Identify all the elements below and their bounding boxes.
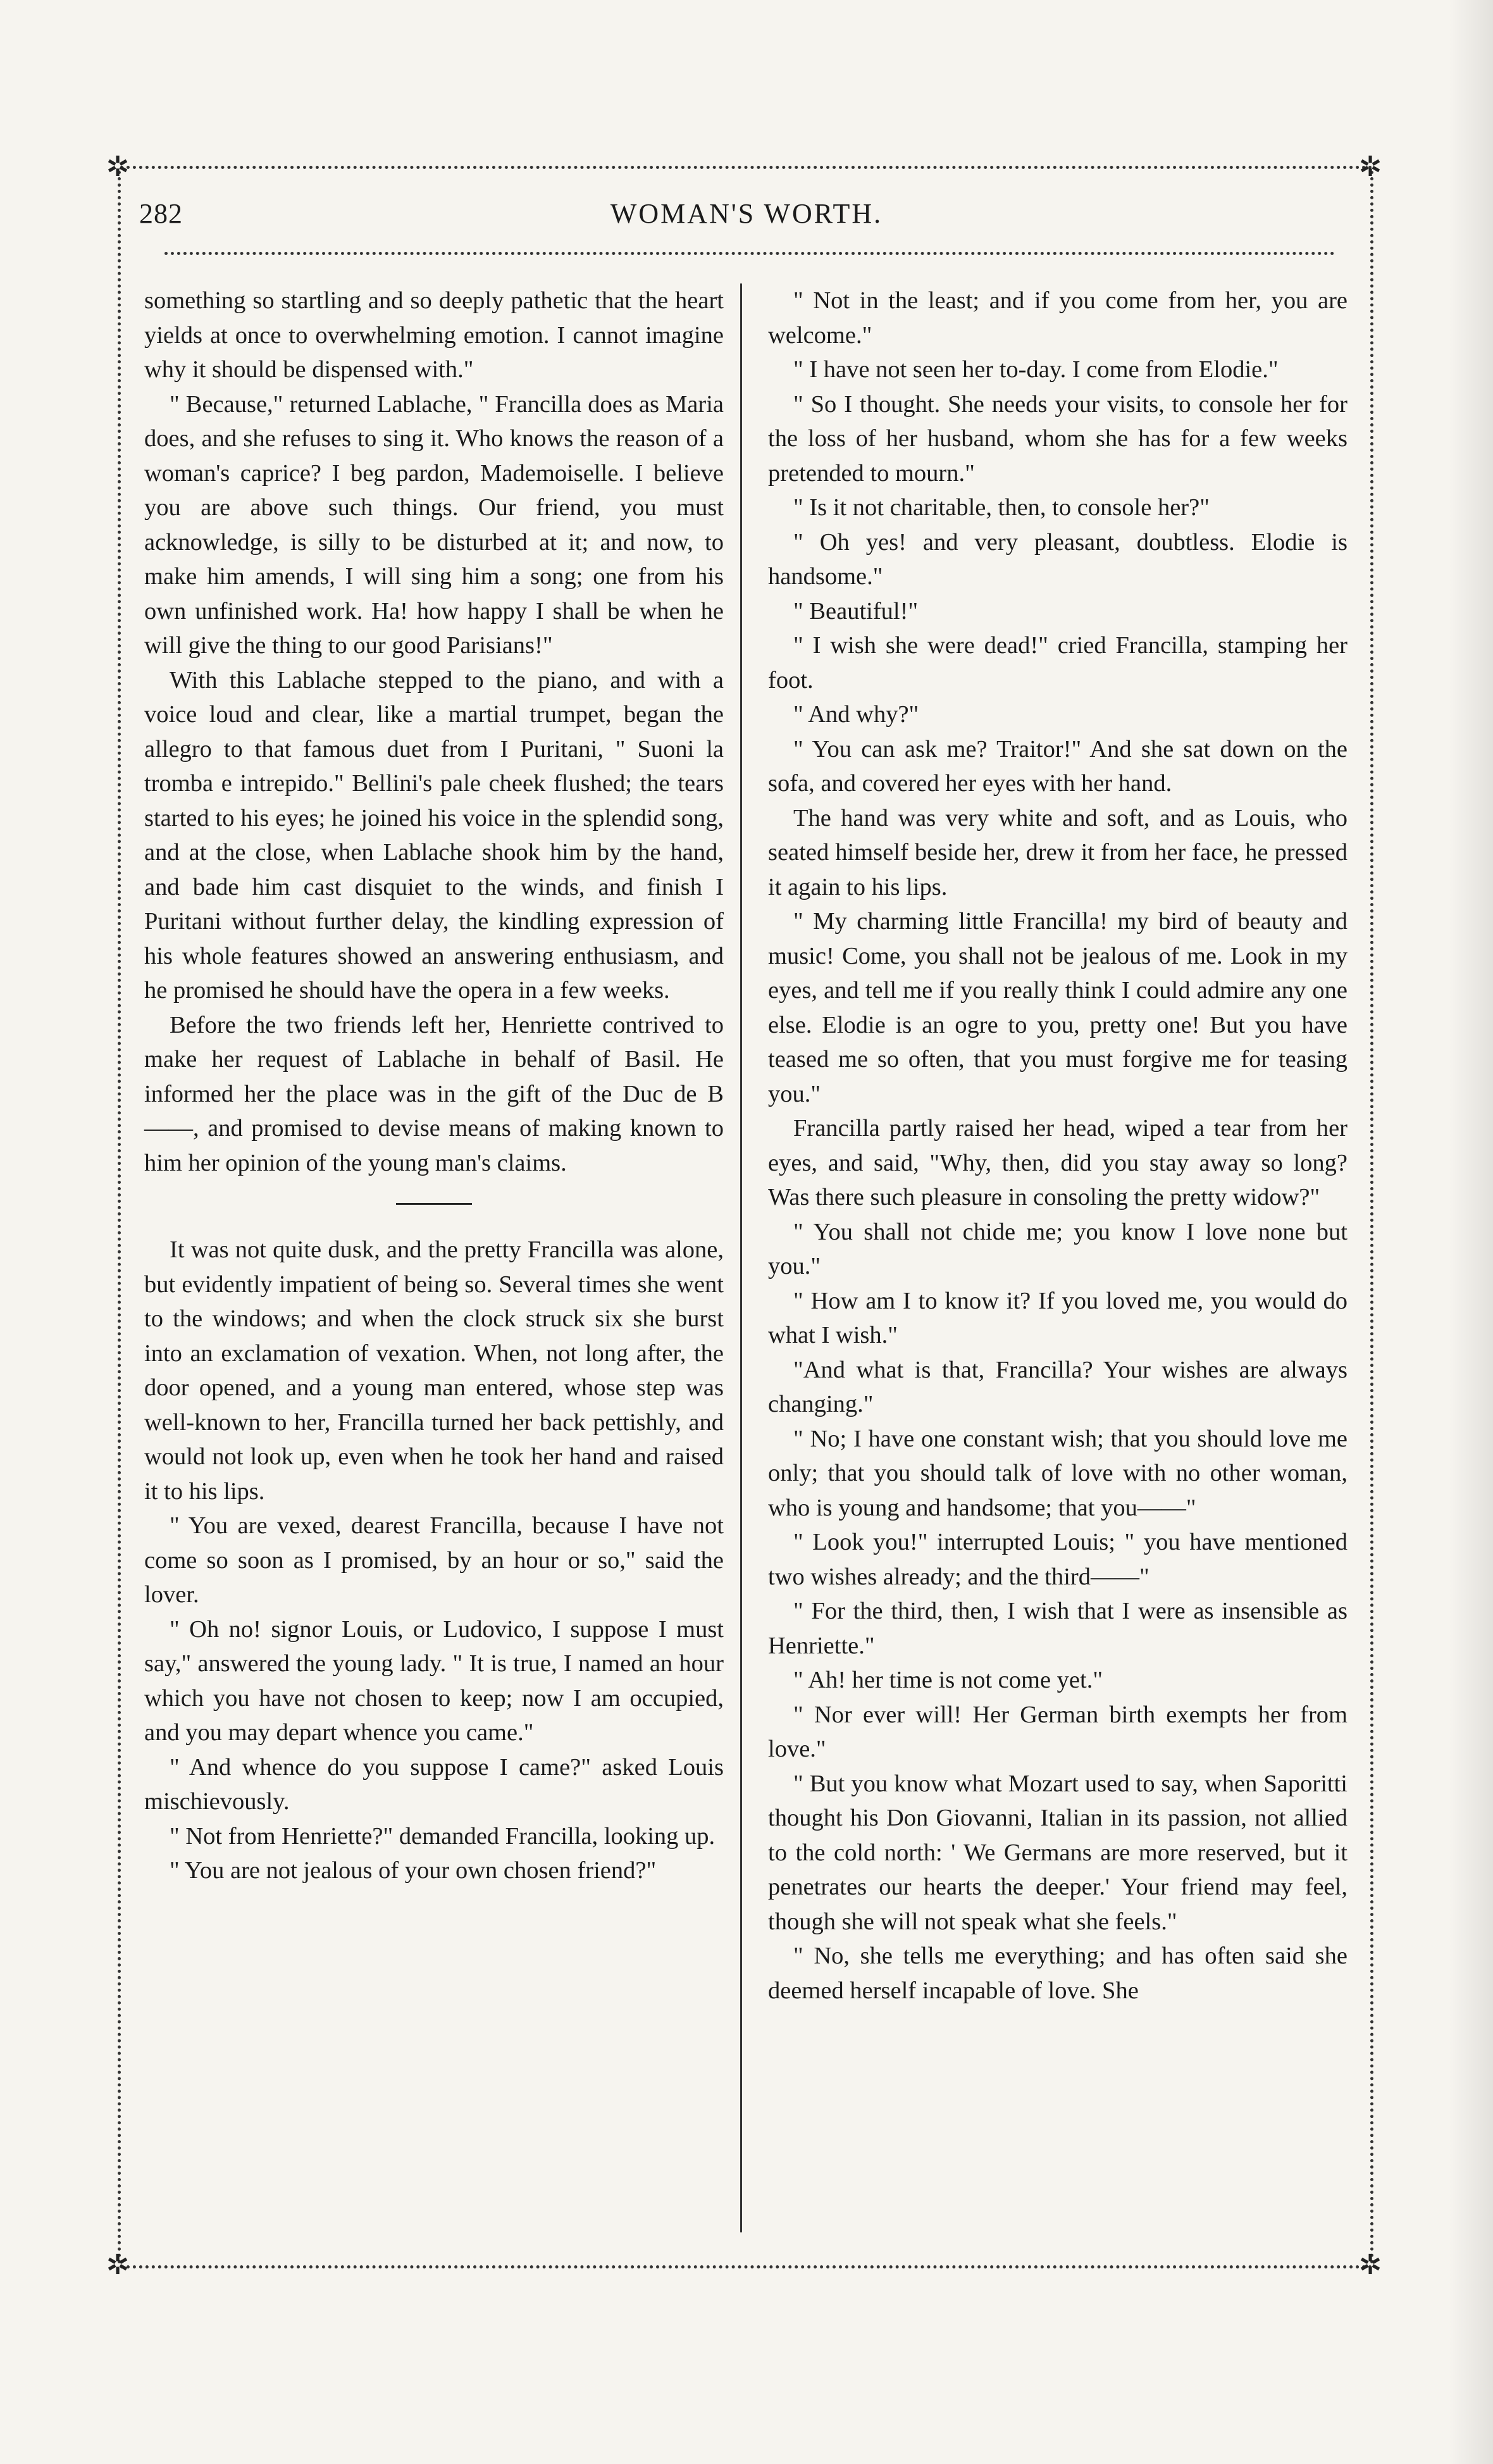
paragraph: Francilla partly raised her head, wiped a tear from her eyes, and said, "Why, then, did you stay away so long? Was there such pleasure in consoling the pretty widow?" — [768, 1115, 1347, 1210]
frame-bottom-border — [120, 2265, 1373, 2268]
left-text-column — [144, 283, 724, 1888]
paragraph: " And why?" — [793, 701, 919, 728]
paragraph: " My charming little Francilla! my bird of beauty and music! Come, you shall not be jealous of me. Look in my eyes, and tell me if you really think I could admire any one else. Elodie is an ogre to you, pretty one! But you have teased me so often, that you must forgive me for teasing you." — [768, 908, 1347, 1107]
paragraph: " Oh yes! and very pleasant, doubtless. Elodie is handsome." — [768, 528, 1347, 590]
paragraph: " I wish she were dead!" cried Francilla, stamping her foot. — [768, 632, 1347, 694]
paragraph: " For the third, then, I wish that I were as insensible as Henriette." — [768, 1598, 1347, 1659]
page-edge-shadow — [1449, 0, 1493, 2464]
paragraph: Before the two friends left her, Henriette contrived to make her request of Lablache in behalf of Basil. He informed her the place was in the gift of the Duc de B——, and promised to devise means of making known to him her opinion of the young man's claims. — [144, 1011, 724, 1176]
paragraph: " So I thought. She needs your visits, to console her for the loss of her husband, whom she has for a few weeks pretended to mourn." — [768, 390, 1347, 487]
column-divider — [740, 283, 742, 2232]
paragraph: " Ah! her time is not come yet." — [793, 1667, 1103, 1693]
paragraph: " Oh no! signor Louis, or Ludovico, I suppose I must say," answered the young lady. " It is true, I named an hour which you have not chosen to keep; now I am occupied, and you may depart whence you came." — [144, 1615, 724, 1746]
frame-left-border — [118, 171, 121, 2265]
paragraph: something so startling and so deeply pathetic that the heart yields at once to overwhelming emotion. I cannot imagine why it should be dispensed with." — [144, 287, 724, 383]
paragraph: " Because," returned Lablache, " Francilla does as Maria does, and she refuses to sing it. Who knows the reason of a woman's caprice? I beg pardon, Mademoiselle. I believe you are above such things. Our friend, you must acknowledge, is silly to be disturbed at it; and now, to make him amends, I will sing him a song; one from his own unfinished work. Ha! how happy I shall be when he will give the thing to our good Parisians!" — [144, 390, 724, 659]
paragraph: "And what is that, Francilla? Your wishes are always changing." — [768, 1356, 1347, 1417]
paragraph: " How am I to know it? If you loved me, you would do what I wish." — [768, 1287, 1347, 1348]
paragraph: " And whence do you suppose I came?" asked Louis mischievously. — [144, 1753, 724, 1815]
paragraph: " Look you!" interrupted Louis; " you have mentioned two wishes already; and the third——" — [768, 1529, 1347, 1590]
paragraph: " Not in the least; and if you come from her, you are welcome." — [768, 287, 1347, 349]
corner-ornament-icon: ✲ — [1358, 151, 1382, 182]
paragraph: " But you know what Mozart used to say, when Saporitti thought his Don Giovanni, Italian in its passion, not allied to the cold north: ' We Germans are more reserved, but it penetrates our hearts the deeper.' Your friend may feel, though she will not speak what she feels." — [768, 1770, 1347, 1935]
right-text-column — [768, 283, 1347, 2008]
paragraph: " No, she tells me everything; and has often said she deemed herself incapable of love. She — [768, 1943, 1347, 2004]
frame-top-border — [120, 166, 1373, 169]
paragraph: The hand was very white and soft, and as Louis, who seated himself beside her, drew it from her face, he pressed it again to his lips. — [768, 804, 1347, 900]
paragraph: " You can ask me? Traitor!" And she sat down on the sofa, and covered her eyes with her hand. — [768, 735, 1347, 797]
corner-ornament-icon: ✲ — [106, 2249, 130, 2280]
frame-right-border — [1370, 171, 1373, 2265]
paragraph: " You are vexed, dearest Francilla, because I have not come so soon as I promised, by an hour or so," said the lover. — [144, 1512, 724, 1608]
paragraph: " I have not seen her to-day. I come from Elodie." — [793, 356, 1279, 383]
running-head — [139, 197, 1354, 235]
corner-ornament-icon: ✲ — [106, 151, 130, 182]
paragraph: It was not quite dusk, and the pretty Francilla was alone, but evidently impatient of being so. Several times she went to the windows; and when the clock struck six she burst into an exclamation of vexation. When, not long after, the door opened, and a young man entered, whose step was well-known to her, Francilla turned her back pettishly, and would not look up, even when he took her hand and raised it to his lips. — [144, 1236, 724, 1505]
paragraph: " You shall not chide me; you know I love none but you." — [768, 1218, 1347, 1279]
paragraph: " Beautiful!" — [793, 597, 919, 625]
paragraph: " Not from Henriette?" demanded Francilla, looking up. — [170, 1822, 716, 1850]
section-break-rule — [396, 1203, 472, 1205]
paragraph: " Is it not charitable, then, to console her?" — [793, 494, 1210, 521]
page-number: 282 — [139, 198, 183, 229]
running-title: WOMAN'S WORTH. — [610, 198, 883, 229]
paragraph: With this Lablache stepped to the piano, and with a voice loud and clear, like a martial trumpet, began the allegro to that famous duet from I Puritani, " Suoni la tromba e intrepido." Bellini's pale cheek flushed; the tears started to his eyes; he joined his voice in the splendid song, and at the close, when Lablache shook him by the hand, and bade him cast disquiet to the winds, and finish I Puritani without further delay, the kindling expression of his whole features showed an answering enthusiasm, and he promised he should have the opera in a few weeks. — [144, 666, 724, 1004]
corner-ornament-icon: ✲ — [1358, 2249, 1382, 2280]
paragraph: " You are not jealous of your own chosen friend?" — [170, 1857, 657, 1884]
frame-header-rule — [164, 252, 1335, 255]
paragraph: " Nor ever will! Her German birth exempts her from love." — [768, 1701, 1347, 1762]
paragraph: " No; I have one constant wish; that you should love me only; that you should talk of love with no other woman, who is young and handsome; that you——" — [768, 1425, 1347, 1521]
